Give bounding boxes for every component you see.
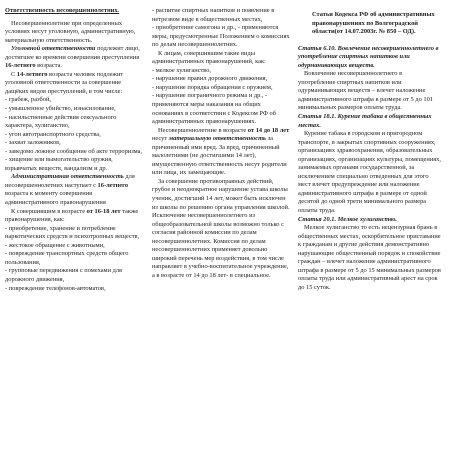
emphasis: от 16-18 лет xyxy=(86,207,121,215)
text: С xyxy=(11,70,17,78)
list-item: - повреждение телефонов-автоматов, xyxy=(5,284,106,292)
list-item: - повреждение транспортных средств общего пользования, xyxy=(5,250,129,266)
list-item: - нарушение правил дорожного движения, xyxy=(152,75,268,83)
paragraph xyxy=(5,208,143,225)
emphasis: 16-летнего xyxy=(97,181,129,189)
text: подлежит лицо, достигшее ко времени совершения преступления xyxy=(5,45,140,61)
list-item: - захват заложников, xyxy=(5,139,61,147)
article-6-10-body: Вовлечение несовершеннолетнего в употребление спиртных напитков или одурманивающих веществ – влечет наложение административного штрафа в размере от 5 до 101 минимальных размеров оплаты труда. xyxy=(298,70,433,112)
paragraph xyxy=(5,173,143,207)
text: Несовершеннолетние в возрасте xyxy=(158,126,248,134)
emphasis: 14-летнего xyxy=(16,70,48,78)
emphasis: от 14 до 18 лет xyxy=(247,126,290,134)
article-18-1-heading: Статья 18.1. Курение табака в общественных местах. xyxy=(298,113,432,129)
list-item: - жестокое обращение с животными, xyxy=(5,241,105,249)
paragraph xyxy=(5,71,143,97)
list-item: - умышленное убийство, изнасилование, xyxy=(5,105,116,113)
column-3 xyxy=(298,7,441,293)
column-1 xyxy=(5,7,143,293)
list-item: - угон автотранспортного средства, xyxy=(5,130,101,138)
paragraph: За совершение противоправных действий, грубое и неоднократное нарушение устава школы ученик, достигший 14 лет, может быть исключен из школы по решению органа управления школой. Исключение несовершеннолетнего из общеобразовательной школы возможно только с согласия районной комиссии по делам несовершеннолетних. Комиссия по делам несовершеннолетних применяет довольно широкий перечень мер воздействия, в том числе направляет в учебно-воспитательное учреждение, а в возрасте от 14 до 18 лет- в специальное. xyxy=(152,177,290,279)
emphasis: материальную ответственность xyxy=(168,135,266,143)
text: для несовершеннолетних наступает с xyxy=(5,173,135,189)
heading-responsibility: Ответственность несовершеннолетних. xyxy=(5,7,120,14)
text: возраста к моменту совершения административного правонарушения xyxy=(5,190,106,207)
list-item: - грабеж, разбой, xyxy=(5,96,52,104)
paragraph xyxy=(152,127,290,178)
list-item: - насильственные действия сексуального характера, хулиганство, xyxy=(5,113,117,130)
list-item: - распитие спиртных напитков и появление в нетрезвом виде в общественных местах, xyxy=(152,7,275,23)
list-item: - хищение или вымогательство оружия, взрывчатых веществ, вандализм и др. xyxy=(5,156,113,172)
emphasis: Уголовной ответственности xyxy=(11,45,96,53)
emphasis: Административная ответственность xyxy=(11,173,124,181)
article-6-10-heading: Статья 6.10. Вовлечение несовершеннолетнего в употребление спиртных напитков или одурманивающих веществ. xyxy=(298,44,439,69)
paragraph: Несовершеннолетние при определенных условиях несут уголовную, административную, материальную ответственность. xyxy=(5,19,136,44)
list-item: - нарушение порядка обращения с оружием, xyxy=(152,83,273,91)
article-20-1-heading: Статья 20.1. Мелкое хулиганство. xyxy=(298,215,398,223)
list-item: - приобретение самогона и др., - применяются меры, предусмотренные Положением о комиссиях по делам несовершеннолетних. xyxy=(152,24,290,49)
text: К совершившим в возрасте xyxy=(11,207,87,215)
text: несут xyxy=(152,135,169,143)
emphasis: 16-летнего xyxy=(5,62,36,70)
paragraph: К лицам, совершившим такие виды административных правонарушений, как: xyxy=(152,49,266,66)
list-item: - приобретение, хранение и потребление наркотических средств и психотропных веществ, xyxy=(5,224,140,241)
list-item: - заведомо ложное сообщение об акте терроризма, xyxy=(5,147,143,155)
article-18-1-body: Курение табака в городском и пригородном транспорте, в закрытых спортивных сооружениях, организациях здравоохранения, образовательных организациях, организациях культуры, помещениях, занимаемых органами государственной, за исключением специально отведенных для этого мест влечет предупреждение или наложение административного штрафа в размере от одной десятой до одной трети минимального размера оплаты труда. xyxy=(298,130,441,215)
codex-title: Статьи Кодекса РФ об административных правонарушениях по Волгоградской области(от 14.07.2003г. № 850 – ОД). xyxy=(312,11,435,36)
paragraph xyxy=(5,45,143,71)
text: возраста человек подлежит уголовной ответственности за совершение дащёких видов преступлений, в том числе: xyxy=(5,70,124,95)
article-20-1-body: Мелкое хулиганство то есть нецензурная брань в общественных местах, оскорбительное приставание к гражданам и другие действия демонстративно нарушающие общественный порядок и спокойствие граждан – влечет наложение административного штрафа в размере от 5 до 15 минимальных размеров оплаты труда или административный арест на срок до 15 суток. xyxy=(298,224,441,291)
text: возраста. xyxy=(35,62,63,70)
text: за причиненный ими вред. За вред, причиненный малолетними (не достигшими 14 лет), имущественную ответственность несут родители или лица, их замещающие. xyxy=(152,135,287,177)
text: также правонарушения, как: xyxy=(5,207,139,224)
column-2 xyxy=(152,7,290,281)
list-item: - групповые передвижения с помехами для дорожного движения, xyxy=(5,267,122,283)
list-item: - мелкое хулиганство, xyxy=(152,66,212,74)
list-item: - нарушение пограничного режима и др., - применяются меры наказания на общих основаниях в соответствии с Кодексом РФ об административных правонарушениях. xyxy=(152,92,276,126)
